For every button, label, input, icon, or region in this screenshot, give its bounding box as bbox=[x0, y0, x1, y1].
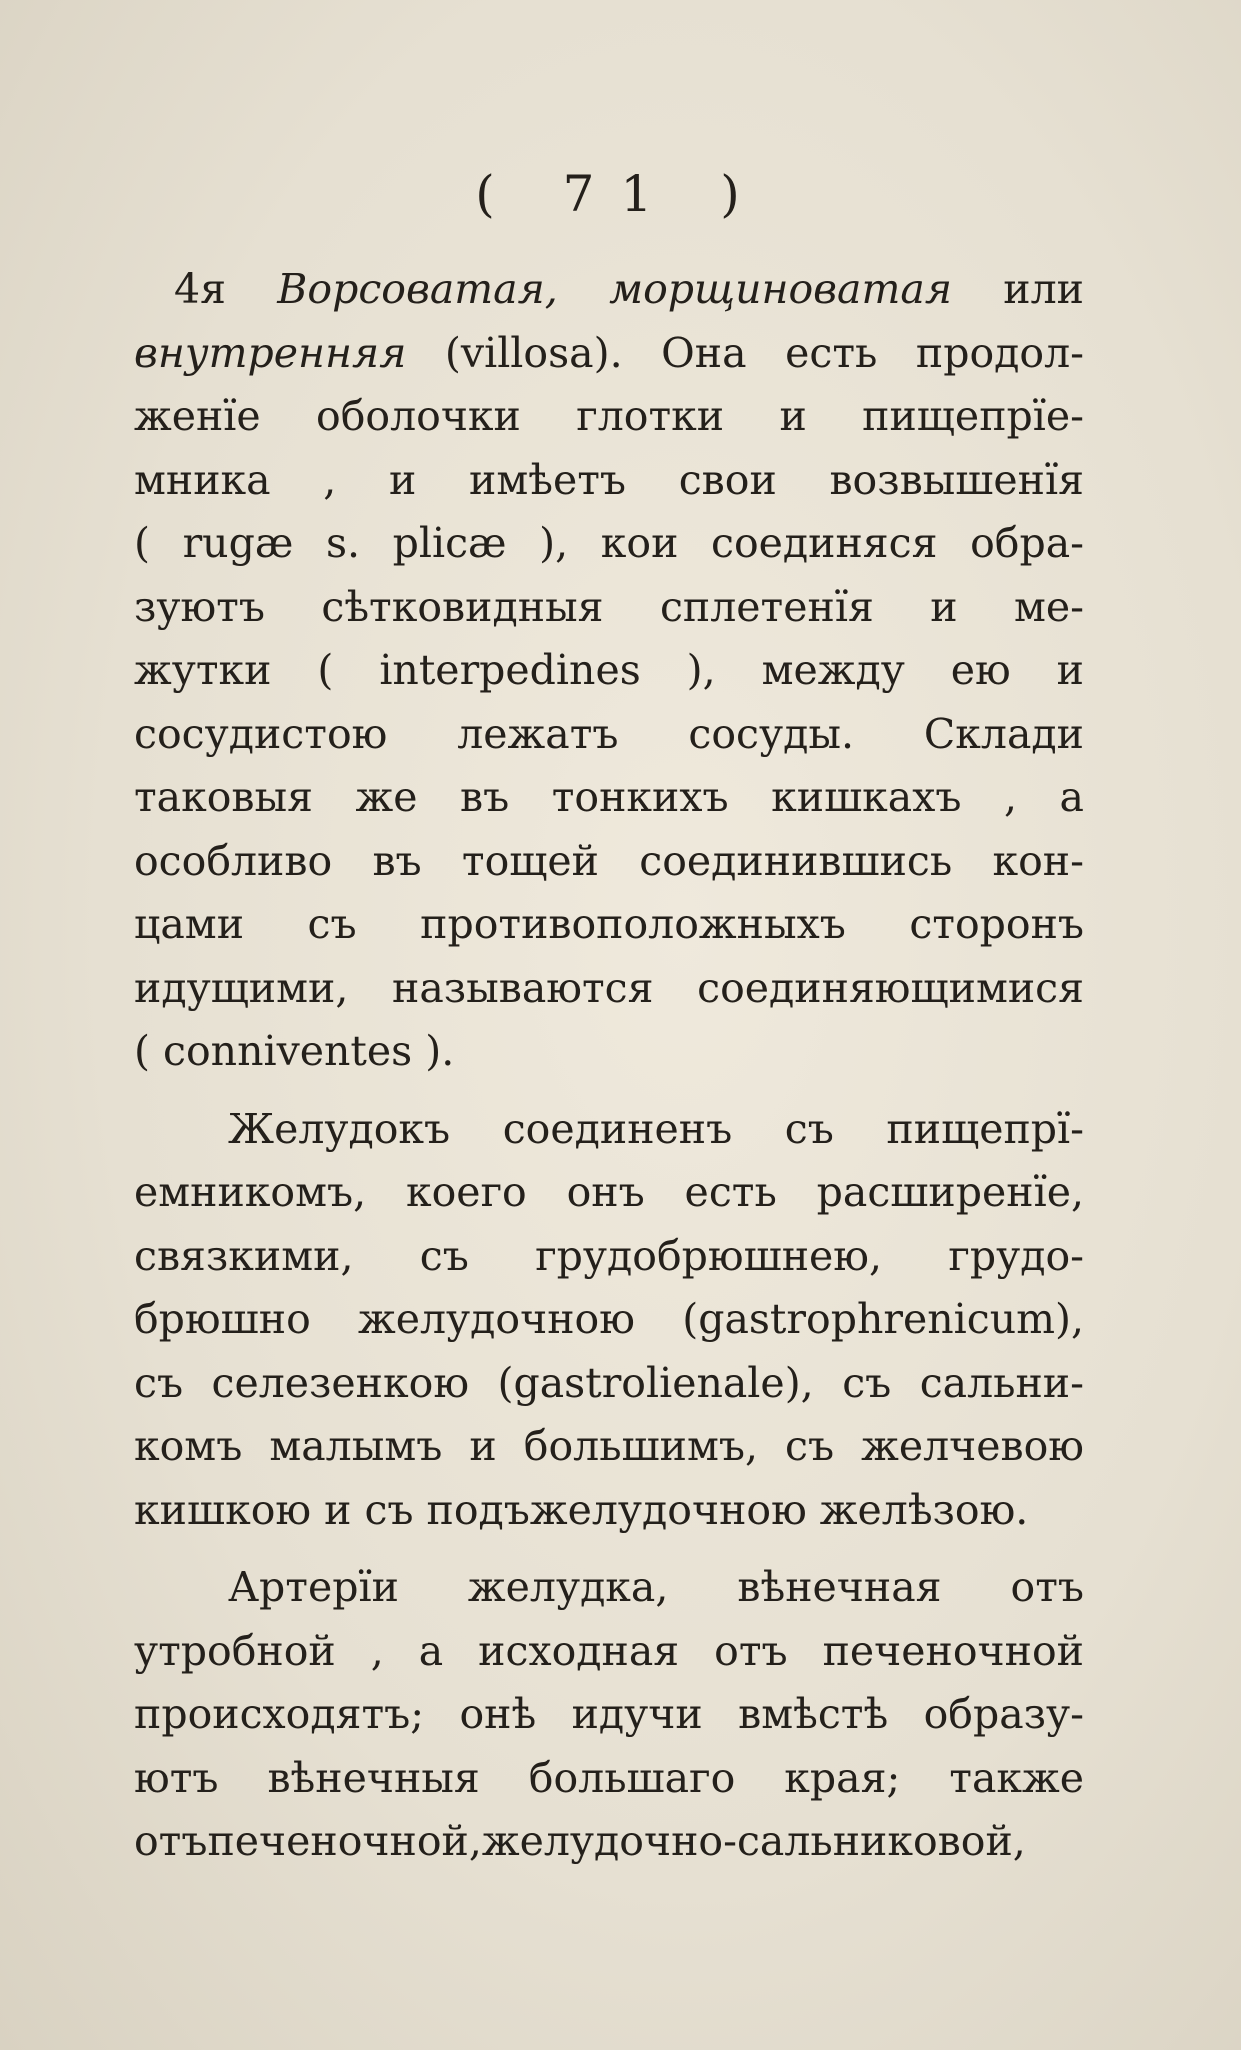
paragraph-2-line-7: кишкою и съ подъжелудочною желѣзою. bbox=[134, 1485, 1029, 1534]
paragraph-3-line-3: происходятъ; онѣ идучи вмѣстѣ образу- bbox=[134, 1690, 1084, 1738]
list-ordinal: 4я bbox=[174, 265, 278, 313]
paragraph-3-line-2: утробной , а исходная отъ печеночной bbox=[134, 1626, 1084, 1675]
italic-term: внутренняя bbox=[134, 328, 407, 377]
line-text: или bbox=[951, 265, 1084, 313]
paragraph-2-line-5: съ селезенкою (gastrolienale), съ сальни- bbox=[134, 1358, 1084, 1407]
paragraph-1-line-9: таковыя же въ тонкихъ кишкахъ , а bbox=[134, 773, 1084, 821]
paragraph-2-line-3: связкими, съ грудобрюшнею, грудо- bbox=[134, 1231, 1084, 1280]
paragraph-1-line-2 bbox=[134, 322, 1084, 386]
paragraph-2-line-1: Желудокъ соединенъ съ пищепрї- bbox=[228, 1104, 1084, 1153]
paragraph-1-line-12: идущими, называются соединяющимися bbox=[134, 963, 1084, 1012]
paragraph-2-line-4: брюшно желудочною (gastrophrenicum), bbox=[134, 1295, 1084, 1343]
paragraph-1-line-4: мника , и имѣетъ свои возвышенїя bbox=[134, 455, 1084, 504]
paragraph-1-line-6: зуютъ сѣтковидныя сплетенїя и ме- bbox=[134, 582, 1084, 631]
paragraph-1-line-8: сосудистою лежатъ сосуды. Склади bbox=[134, 709, 1084, 758]
page-number: ( 71 ) bbox=[475, 165, 766, 223]
paragraph-2-line-6: комъ малымъ и большимъ, съ желчевою bbox=[134, 1422, 1084, 1470]
paragraph-gap bbox=[134, 1084, 1084, 1098]
paragraph-1-line-11: цами съ противоположныхъ сторонъ bbox=[134, 900, 1084, 948]
paragraph-1-line-13: ( conniventes ). bbox=[134, 1027, 455, 1075]
paragraph-2-line-2: емникомъ, коего онъ есть расширенїе, bbox=[134, 1168, 1084, 1216]
body-text bbox=[134, 258, 1084, 1874]
italic-term: Ворсоватая, морщиноватая bbox=[277, 265, 952, 313]
line-text: (villosa). Она есть продол- bbox=[406, 328, 1084, 377]
paragraph-3-line-5: отъпеченочной,желудочно-сальниковой, bbox=[134, 1817, 1026, 1865]
paragraph-1-line-5: ( rugæ s. plicæ ), кои соединяся обра- bbox=[134, 519, 1084, 567]
paragraph-1-line-1 bbox=[134, 258, 1084, 322]
paragraph-1-line-10: особливо въ тощей соединившись кон- bbox=[134, 836, 1084, 885]
paragraph-3-line-1: Артерїи желудка, вѣнечная отъ bbox=[228, 1563, 1084, 1611]
paragraph-1-line-3: женїе оболочки глотки и пищепрїе- bbox=[134, 392, 1084, 440]
paragraph-3-line-4: ютъ вѣнечныя большаго края; такжe bbox=[134, 1753, 1084, 1802]
paragraph-gap bbox=[134, 1542, 1084, 1556]
paragraph-1-line-7: жутки ( interpedines ), между ею и bbox=[134, 646, 1084, 694]
